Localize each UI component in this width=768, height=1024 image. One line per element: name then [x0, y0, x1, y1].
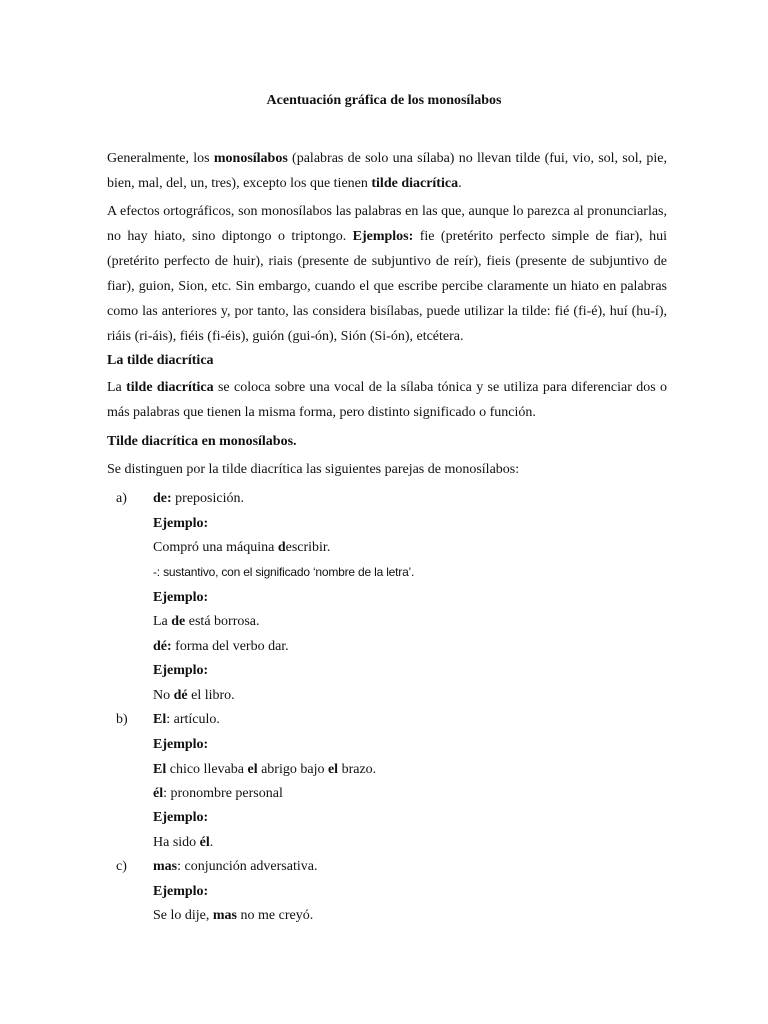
bold-text: Ejemplo: — [153, 737, 209, 752]
list-marker: a) — [116, 491, 127, 506]
text: preposición. — [171, 491, 244, 506]
bold-text: tilde diacrítica — [371, 176, 459, 191]
bold-text: el — [327, 762, 339, 777]
bold-text: Ejemplos: — [352, 229, 414, 244]
text: Se lo dije, — [153, 908, 213, 923]
bold-text: dé — [173, 688, 188, 703]
paragraph-intro — [107, 146, 667, 196]
bold-text: él — [199, 835, 210, 850]
list-marker: b) — [116, 712, 128, 727]
bold-text: Ejemplo: — [153, 516, 209, 531]
text: está borrosa. — [185, 614, 260, 629]
text: fie (pretérito perfecto simple de fiar), hui (pretérito perfecto de huir), riais (presente de subjuntivo de reír), fieis (presente de subjuntivo de fiar), guion, Sion, etc. Sin embargo, cuando el que escribe percibe claramente un hiato en palabras como las anteriores y, por tanto, las considera bisílabas, puede utilizar la tilde: fié (fi-é), huí (hu-í), riáis (ri-áis), fiéis (fi-éis), guión (gui-ón), Sión (Si-ón), etcétera. — [107, 229, 667, 344]
bold-text: monosílabos — [213, 151, 288, 166]
text: Generalmente, los — [107, 151, 214, 166]
bold-text: tilde diacrítica — [126, 380, 214, 395]
bold-text: mas — [212, 908, 238, 923]
example-text — [153, 903, 313, 928]
text: abrigo bajo — [257, 762, 328, 777]
bold-text: él — [153, 786, 164, 801]
bold-text: Ejemplo: — [153, 810, 209, 825]
bold-text: d — [277, 540, 286, 555]
list-item-el — [153, 707, 220, 732]
text: La — [153, 614, 172, 629]
paragraph-tilde-def — [107, 375, 667, 425]
example-text — [153, 757, 376, 782]
section-heading-tilde-diacritica: La tilde diacrítica — [107, 353, 214, 368]
paragraph-hiato — [107, 199, 667, 349]
example-text — [153, 830, 213, 855]
example-text — [153, 609, 260, 634]
bold-text: El — [153, 762, 167, 777]
bold-text: dé: — [153, 639, 172, 654]
bold-text: Ejemplo: — [153, 663, 209, 678]
paragraph-parejas: Se distinguen por la tilde diacrítica las siguientes parejas de monosílabos: — [107, 462, 520, 477]
example-label — [153, 585, 208, 610]
text: A efectos ortográficos, son monosílabos las palabras en las que, aunque lo parezca al pronunciarlas, no hay hiato, sino diptongo o triptongo. — [107, 204, 667, 244]
definition-line — [153, 634, 289, 659]
text: : artículo. — [166, 712, 220, 727]
text: se coloca sobre una vocal de la sílaba tónica y se utiliza para diferenciar dos o más palabras que tienen la misma forma, pero distinto significado o función. — [107, 380, 668, 420]
text: : pronombre personal — [163, 786, 283, 801]
text: forma del verbo dar. — [171, 639, 289, 654]
example-text — [153, 535, 330, 560]
example-label — [153, 879, 208, 904]
bold-text: mas — [153, 859, 178, 874]
text: La — [107, 380, 127, 395]
text: . — [209, 835, 214, 850]
bold-text: de: — [153, 491, 172, 506]
example-label — [153, 658, 208, 683]
definition-line: -: sustantivo, con el significado ‘nombre de la letra’. — [153, 565, 415, 579]
text: : conjunción adversativa. — [177, 859, 318, 874]
text: no me creyó. — [237, 908, 314, 923]
text: chico llevaba — [166, 762, 248, 777]
bold-text: Ejemplo: — [153, 884, 209, 899]
text: el libro. — [187, 688, 235, 703]
example-label — [153, 805, 208, 830]
list-item-mas — [153, 854, 317, 879]
page-title: Acentuación gráfica de los monosílabos — [266, 93, 502, 108]
bold-text: el — [247, 762, 258, 777]
text: No — [153, 688, 174, 703]
bold-text: Ejemplo: — [153, 590, 209, 605]
example-text — [153, 683, 235, 708]
text: escribir. — [285, 540, 331, 555]
text: Ha sido — [153, 835, 200, 850]
bold-text: de — [171, 614, 186, 629]
text: . — [458, 176, 462, 191]
bold-text: El — [153, 712, 167, 727]
example-label — [153, 732, 208, 757]
definition-line — [153, 781, 283, 806]
text: (palabras de solo una sílaba) no llevan tilde (fui, vio, sol, sol, pie, bien, mal, del, un, tres), excepto los que tienen — [107, 151, 668, 191]
example-label — [153, 511, 208, 536]
list-marker: c) — [116, 859, 127, 874]
text: brazo. — [338, 762, 377, 777]
text: Compró una máquina — [153, 540, 278, 555]
list-item-de — [153, 486, 244, 511]
section-heading-monosilabos: Tilde diacrítica en monosílabos. — [107, 434, 297, 449]
